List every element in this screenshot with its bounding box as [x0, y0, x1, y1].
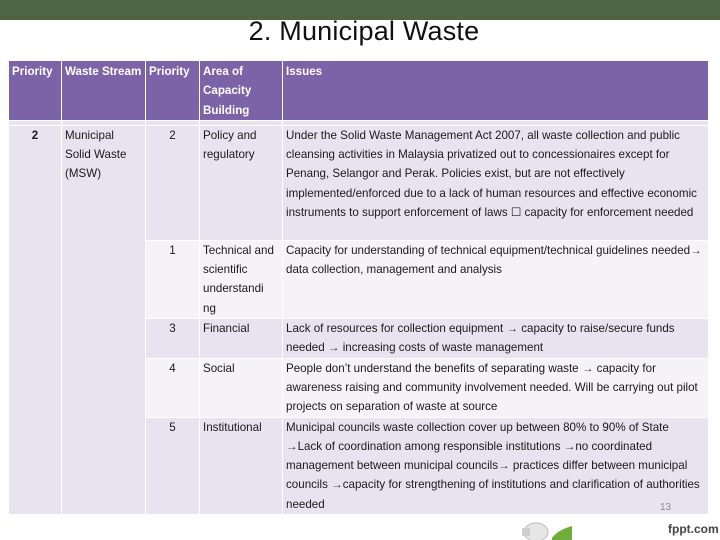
row-priority: 3	[146, 318, 200, 358]
row-area: Social	[200, 358, 283, 417]
page-number: 13	[660, 502, 672, 513]
lightbulb-icon	[512, 512, 572, 540]
row-priority: 5	[146, 417, 200, 514]
row-area: Policy and regulatory	[200, 125, 283, 240]
header-priority: Priority	[9, 61, 62, 120]
header-issues: Issues	[283, 61, 708, 120]
stream-priority: 2	[9, 125, 62, 514]
stream-name: Municipal Solid Waste (MSW)	[62, 125, 146, 514]
table-header-row	[9, 61, 708, 120]
header-waste-stream: Waste Stream	[62, 61, 146, 120]
row-issue: People don’t understand the benefits of separating waste → capacity for awareness raising and community involvement needed. Will be carrying out pilot projects on separation of waste at source	[283, 358, 708, 417]
slide-title: 2. Municipal Waste	[248, 16, 480, 46]
row-area: Financial	[200, 318, 283, 358]
row-issue: Capacity for understanding of technical equipment/technical guidelines needed→ data collection, management and analysis	[283, 240, 708, 318]
row-priority: 4	[146, 358, 200, 417]
row-issue: Lack of resources for collection equipment → capacity to raise/secure funds needed → increasing costs of waste management	[283, 318, 708, 358]
row-priority: 1	[146, 240, 200, 318]
header-priority-2: Priority	[146, 61, 200, 120]
header-area: Area of Capacity Building	[200, 61, 283, 120]
row-issue: Under the Solid Waste Management Act 2007, all waste collection and public cleansing activities in Malaysia privatized out to concessionaires except for Penang, Selangor and Perak. Policies exist, but are not effectively implemented/enforced due to a lack of human resources and effective economic instruments to support enforcement of laws ☐ capacity for enforcement needed	[283, 125, 708, 240]
row-issue: Municipal councils waste collection cover up between 80% to 90% of State →Lack of coordination among responsible institutions →no coordinated management between municipal councils→ practices differ between municipal councils →capacity for strengthening of institutions and clarification of authorities needed	[283, 417, 708, 514]
capacity-table	[9, 61, 708, 514]
table-row	[9, 125, 708, 240]
row-priority: 2	[146, 125, 200, 240]
row-area: Technical and scientific understandi ng	[200, 240, 283, 318]
brand-logo: fppt.com	[668, 522, 719, 536]
row-area: Institutional	[200, 417, 283, 514]
